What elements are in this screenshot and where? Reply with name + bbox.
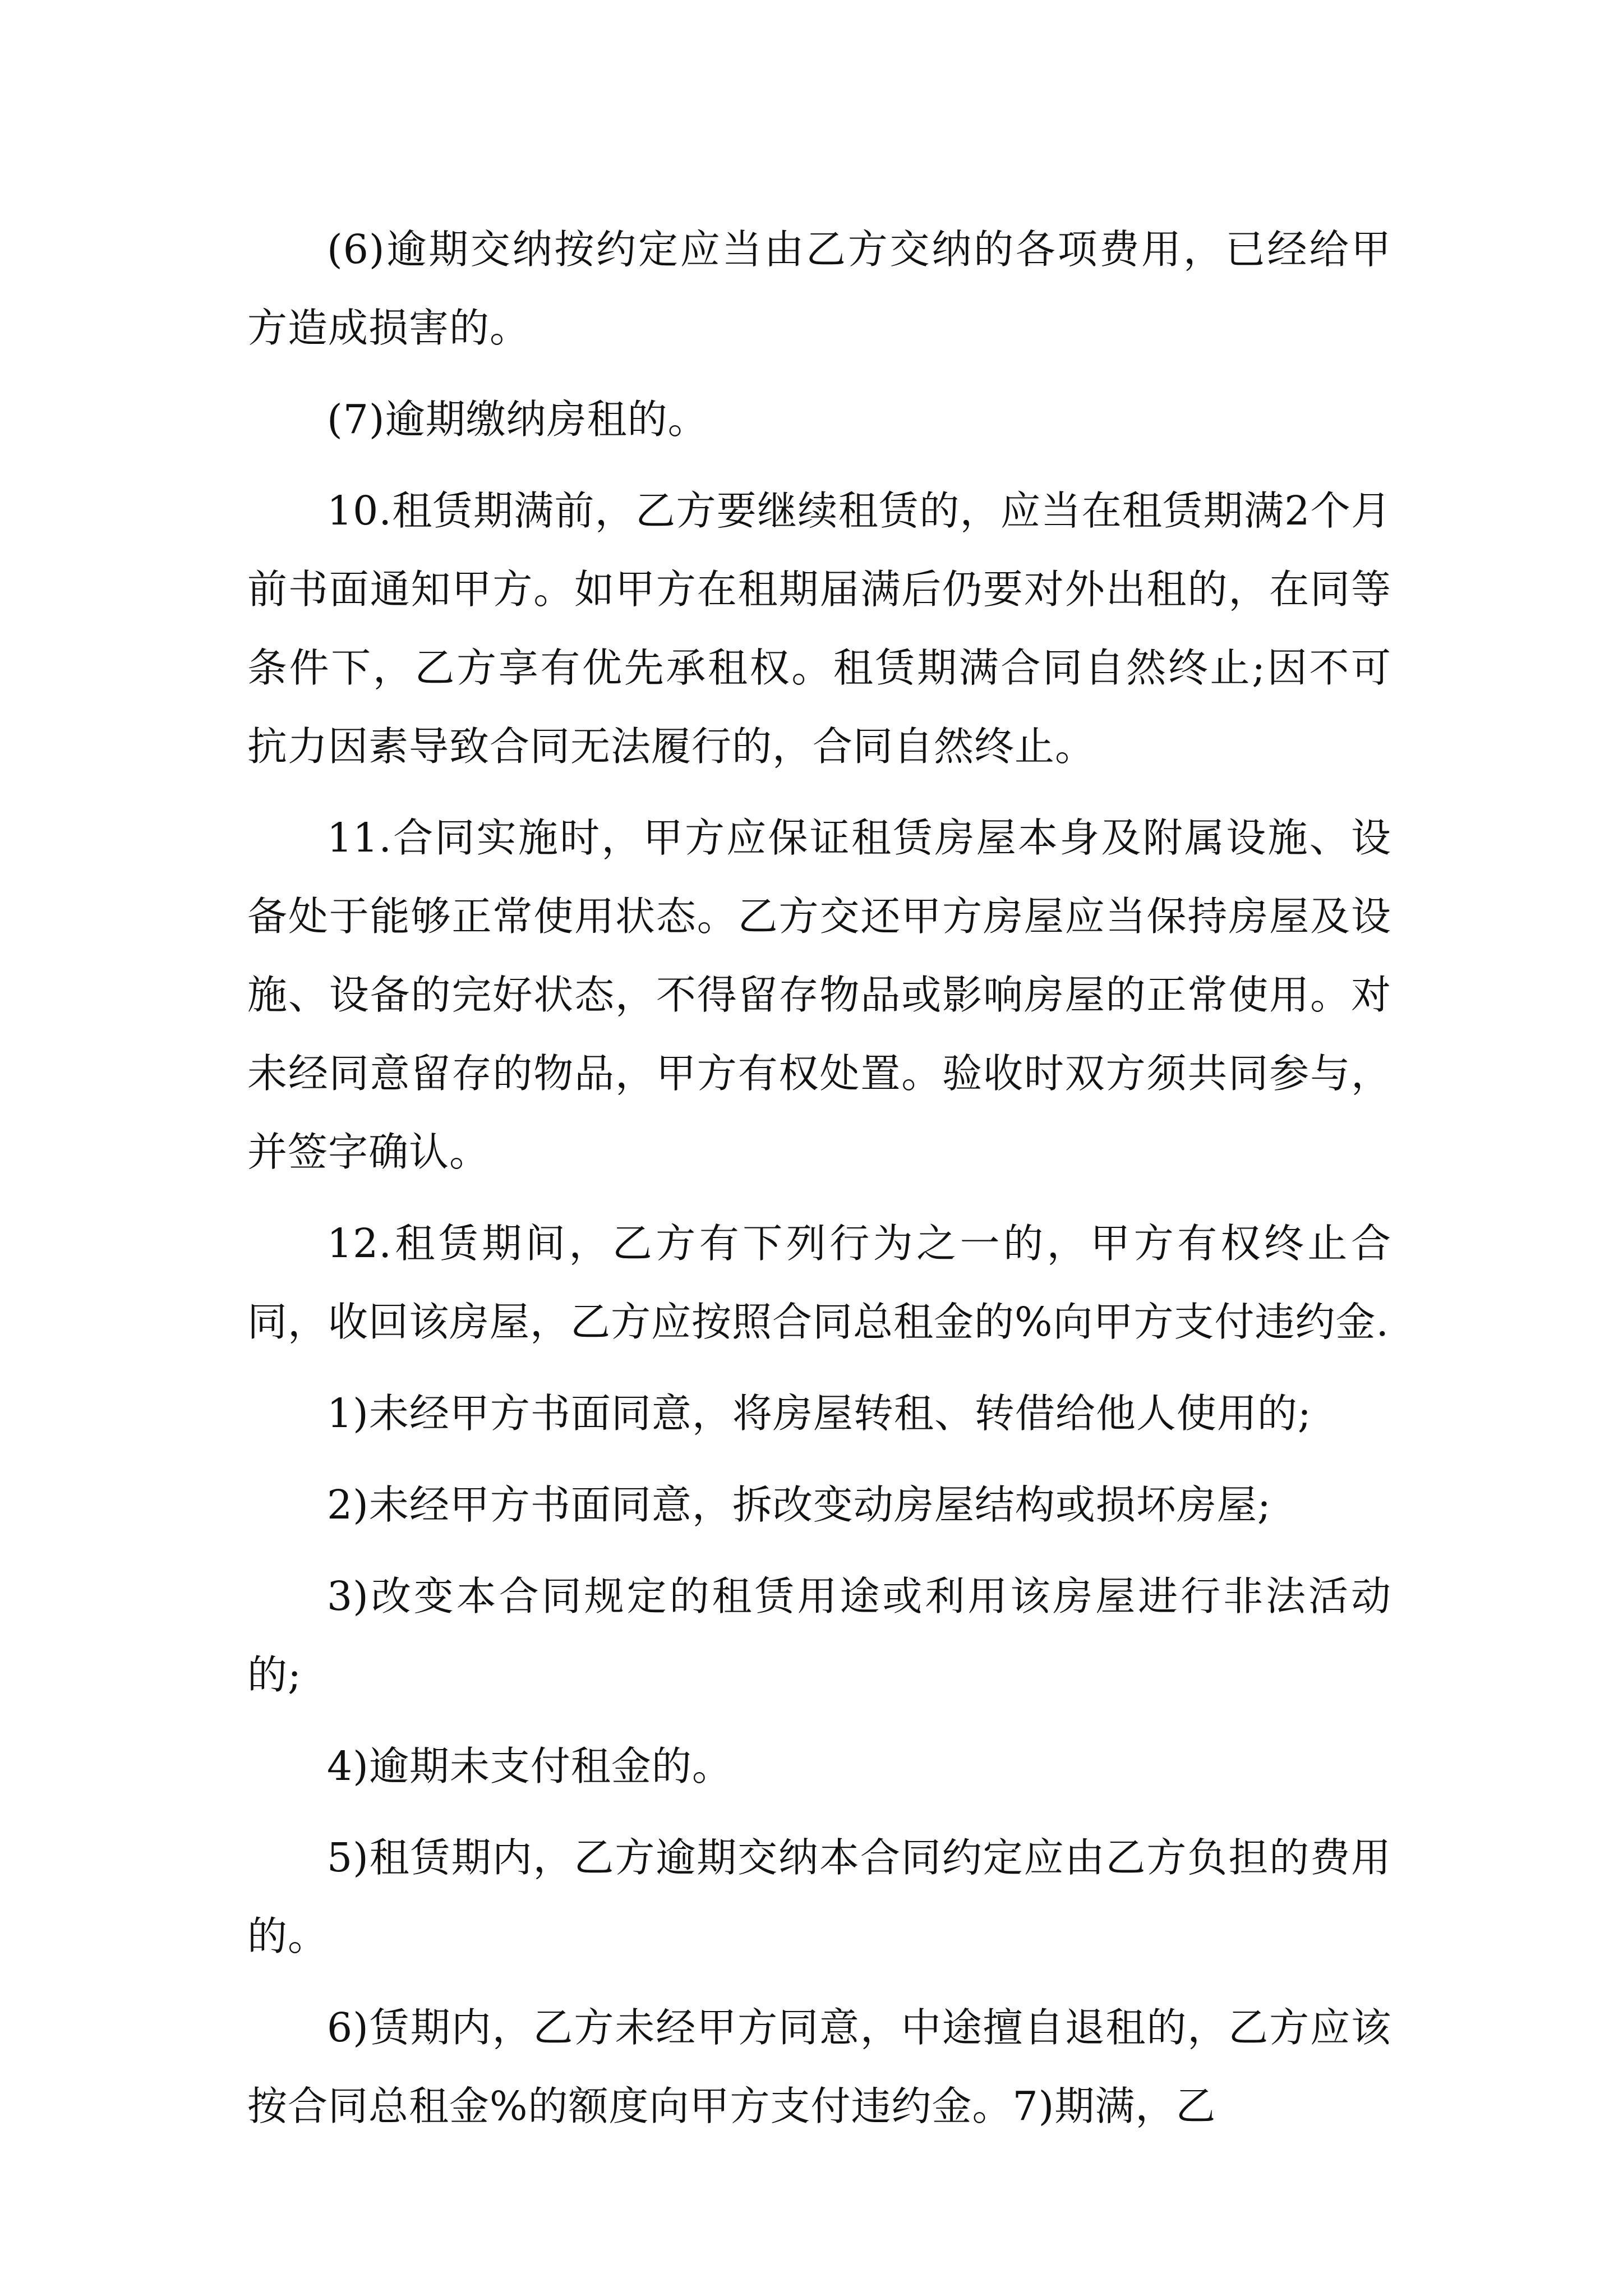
list-item-5-overdue-charges: 5)租赁期内，乙方逾期交纳本合同约定应由乙方负担的费用的。	[247, 1834, 1391, 1959]
list-item-1-sublet: 1)未经甲方书面同意，将房屋转租、转借给他人使用的;	[327, 1390, 1312, 1437]
paragraph-6-overdue-fees: (6)逾期交纳按约定应当由乙方交纳的各项费用，已经给甲方造成损害的。	[247, 226, 1391, 351]
list-item-4-unpaid-rent: 4)逾期未支付租金的。	[327, 1743, 732, 1789]
paragraph-10-renewal: 10.租赁期满前，乙方要继续租赁的，应当在租赁期满2个月前书面通知甲方。如甲方在租期届满后仍要对外出租的，在同等条件下，乙方享有优先承租权。租赁期满合同自然终止;因不可抗力因素导致合同无法履行的，合同自然终止。	[247, 487, 1391, 770]
paragraph-7-overdue-rent: (7)逾期缴纳房租的。	[327, 396, 708, 443]
list-item-2-structure: 2)未经甲方书面同意，拆改变动房屋结构或损坏房屋;	[327, 1481, 1271, 1528]
paragraph-11-handover: 11.合同实施时，甲方应保证租赁房屋本身及附属设施、设备处于能够正常使用状态。乙方交还甲方房屋应当保持房屋及设施、设备的完好状态，不得留存物品或影响房屋的正常使用。对未经同意留存的物品，甲方有权处置。验收时双方须共同参与，并签字确认。	[247, 815, 1391, 1175]
document-body	[247, 210, 1391, 2159]
list-item-3-usage: 3)改变本合同规定的租赁用途或利用该房屋进行非法活动的;	[247, 1573, 1391, 1698]
paragraph-12-termination: 12.租赁期间，乙方有下列行为之一的，甲方有权终止合同，收回该房屋，乙方应按照合同总租金的%向甲方支付违约金.	[247, 1220, 1391, 1345]
list-item-6-early-termination: 6)赁期内，乙方未经甲方同意，中途擅自退租的，乙方应该按合同总租金%的额度向甲方支付违约金。7)期满，乙	[247, 2004, 1391, 2129]
